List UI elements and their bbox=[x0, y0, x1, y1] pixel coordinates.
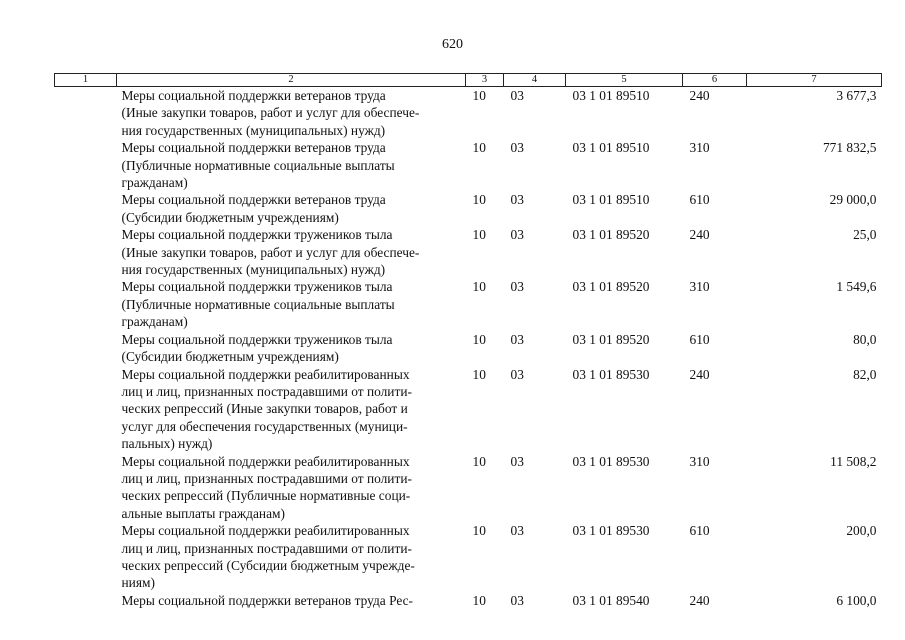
row-index-cell bbox=[55, 453, 117, 523]
item-name-line: ния государственных (муниципальных) нужд) bbox=[121, 262, 386, 278]
item-name-line: Меры социальной поддержки ветеранов труда bbox=[121, 88, 386, 103]
row-index-cell bbox=[55, 331, 117, 366]
item-name-line: Меры социальной поддержки реабилитированных bbox=[121, 366, 410, 382]
subsection-code-cell: 03 bbox=[510, 227, 524, 243]
item-name-line: ческих репрессий (Публичные нормативные соци- bbox=[121, 488, 411, 504]
expense-type-code-cell: 610 bbox=[689, 523, 710, 539]
target-article-code-cell: 03 1 01 89530 bbox=[572, 523, 650, 539]
amount-cell: 82,0 bbox=[853, 366, 877, 382]
item-name-line: (Субсидии бюджетным учреждениям) bbox=[121, 349, 339, 365]
row-index-cell bbox=[55, 522, 117, 592]
page-number: 620 bbox=[442, 37, 463, 52]
section-code-cell: 10 bbox=[472, 88, 486, 103]
subsection-code-cell: 03 bbox=[510, 366, 524, 382]
subsection-code-cell: 03 bbox=[510, 279, 524, 295]
item-name-line: гражданам) bbox=[121, 175, 188, 191]
item-name-line: (Иные закупки товаров, работ и услуг для обеспече- bbox=[121, 244, 420, 260]
item-name-cell bbox=[117, 522, 466, 592]
item-name-line: ния государственных (муниципальных) нужд) bbox=[121, 122, 386, 138]
item-name-line: альные выплаты гражданам) bbox=[121, 505, 285, 521]
column-number: 6 bbox=[683, 74, 747, 87]
expense-type-code-cell: 240 bbox=[689, 88, 710, 103]
subsection-code-cell: 03 bbox=[510, 88, 524, 103]
table-row bbox=[55, 522, 882, 592]
column-number: 2 bbox=[117, 74, 466, 87]
amount-cell: 80,0 bbox=[853, 331, 877, 347]
section-code-cell: 10 bbox=[472, 592, 486, 608]
subsection-code-cell: 03 bbox=[510, 523, 524, 539]
row-index-cell bbox=[55, 191, 117, 226]
amount-cell: 6 100,0 bbox=[836, 592, 877, 608]
expense-type-code-cell: 310 bbox=[689, 453, 710, 469]
section-code-cell: 10 bbox=[472, 227, 486, 243]
item-name-line: (Публичные нормативные социальные выплаты bbox=[121, 157, 395, 173]
section-code-cell: 10 bbox=[472, 140, 486, 156]
row-index-cell bbox=[55, 226, 117, 278]
expense-type-code-cell: 310 bbox=[689, 140, 710, 156]
item-name-cell bbox=[117, 191, 466, 226]
item-name-line: (Субсидии бюджетным учреждениям) bbox=[121, 209, 339, 225]
target-article-code-cell: 03 1 01 89520 bbox=[572, 227, 650, 243]
item-name-line: лиц и лиц, признанных пострадавшими от полити- bbox=[121, 470, 412, 486]
table-row bbox=[55, 278, 882, 330]
item-name-line: (Иные закупки товаров, работ и услуг для обеспече- bbox=[121, 105, 420, 121]
table-row bbox=[55, 366, 882, 453]
item-name-cell bbox=[117, 366, 466, 453]
subsection-code-cell: 03 bbox=[510, 192, 524, 208]
column-number: 5 bbox=[566, 74, 683, 87]
target-article-code-cell: 03 1 01 89540 bbox=[572, 592, 650, 608]
item-name-cell bbox=[117, 278, 466, 330]
section-code-cell: 10 bbox=[472, 523, 486, 539]
expense-type-code-cell: 310 bbox=[689, 279, 710, 295]
column-number: 7 bbox=[747, 74, 882, 87]
item-name-cell bbox=[117, 453, 466, 523]
amount-cell: 29 000,0 bbox=[829, 192, 877, 208]
table-row bbox=[55, 592, 882, 609]
target-article-code-cell: 03 1 01 89530 bbox=[572, 366, 650, 382]
target-article-code-cell: 03 1 01 89510 bbox=[572, 192, 650, 208]
subsection-code-cell: 03 bbox=[510, 592, 524, 608]
subsection-code-cell: 03 bbox=[510, 331, 524, 347]
amount-cell: 11 508,2 bbox=[830, 453, 877, 469]
column-number: 1 bbox=[55, 74, 117, 87]
item-name-line: Меры социальной поддержки реабилитированных bbox=[121, 453, 410, 469]
row-index-cell bbox=[55, 278, 117, 330]
item-name-cell bbox=[117, 87, 466, 140]
target-article-code-cell: 03 1 01 89520 bbox=[572, 279, 650, 295]
item-name-line: пальных) нужд) bbox=[121, 436, 213, 452]
section-code-cell: 10 bbox=[472, 366, 486, 382]
item-name-line: услуг для обеспечения государственных (муници- bbox=[121, 418, 408, 434]
target-article-code-cell: 03 1 01 89510 bbox=[572, 140, 650, 156]
item-name-line: ческих репрессий (Иные закупки товаров, работ и bbox=[121, 401, 408, 417]
item-name-line: Меры социальной поддержки ветеранов труда bbox=[121, 192, 386, 208]
section-code-cell: 10 bbox=[472, 192, 486, 208]
expense-type-code-cell: 240 bbox=[689, 227, 710, 243]
section-code-cell: 10 bbox=[472, 331, 486, 347]
expense-type-code-cell: 240 bbox=[689, 366, 710, 382]
amount-cell: 1 549,6 bbox=[836, 279, 877, 295]
column-number-row bbox=[55, 74, 882, 87]
table-row bbox=[55, 191, 882, 226]
row-index-cell bbox=[55, 87, 117, 140]
column-number: 4 bbox=[504, 74, 566, 87]
target-article-code-cell: 03 1 01 89510 bbox=[572, 88, 650, 103]
item-name-line: Меры социальной поддержки ветеранов труда Рес- bbox=[121, 592, 414, 608]
subsection-code-cell: 03 bbox=[510, 140, 524, 156]
expense-type-code-cell: 240 bbox=[689, 592, 710, 608]
item-name-line: Меры социальной поддержки реабилитированных bbox=[121, 523, 410, 539]
item-name-cell bbox=[117, 226, 466, 278]
target-article-code-cell: 03 1 01 89530 bbox=[572, 453, 650, 469]
item-name-line: Меры социальной поддержки тружеников тыла bbox=[121, 279, 393, 295]
subsection-code-cell: 03 bbox=[510, 453, 524, 469]
table-row bbox=[55, 226, 882, 278]
item-name-line: Меры социальной поддержки тружеников тыла bbox=[121, 331, 393, 347]
section-code-cell: 10 bbox=[472, 453, 486, 469]
item-name-line: лиц и лиц, признанных пострадавшими от полити- bbox=[121, 540, 412, 556]
item-name-cell bbox=[117, 139, 466, 191]
item-name-line: (Публичные нормативные социальные выплаты bbox=[121, 296, 395, 312]
item-name-line: гражданам) bbox=[121, 314, 188, 330]
item-name-cell bbox=[117, 592, 466, 609]
budget-table bbox=[54, 73, 882, 609]
item-name-line: Меры социальной поддержки ветеранов труда bbox=[121, 140, 386, 156]
table-row bbox=[55, 139, 882, 191]
target-article-code-cell: 03 1 01 89520 bbox=[572, 331, 650, 347]
amount-cell: 771 832,5 bbox=[822, 140, 877, 156]
amount-cell: 3 677,3 bbox=[836, 88, 877, 103]
item-name-line: ческих репрессий (Субсидии бюджетным учрежде- bbox=[121, 557, 415, 573]
row-index-cell bbox=[55, 139, 117, 191]
amount-cell: 200,0 bbox=[846, 523, 877, 539]
expense-type-code-cell: 610 bbox=[689, 192, 710, 208]
item-name-line: ниям) bbox=[121, 575, 155, 591]
column-number: 3 bbox=[466, 74, 504, 87]
row-index-cell bbox=[55, 592, 117, 609]
section-code-cell: 10 bbox=[472, 279, 486, 295]
item-name-line: лиц и лиц, признанных пострадавшими от полити- bbox=[121, 383, 412, 399]
row-index-cell bbox=[55, 366, 117, 453]
item-name-line: Меры социальной поддержки тружеников тыла bbox=[121, 227, 393, 243]
item-name-cell bbox=[117, 331, 466, 366]
table-row bbox=[55, 331, 882, 366]
amount-cell: 25,0 bbox=[853, 227, 877, 243]
table-row bbox=[55, 87, 882, 140]
expense-type-code-cell: 610 bbox=[689, 331, 710, 347]
table-row bbox=[55, 453, 882, 523]
